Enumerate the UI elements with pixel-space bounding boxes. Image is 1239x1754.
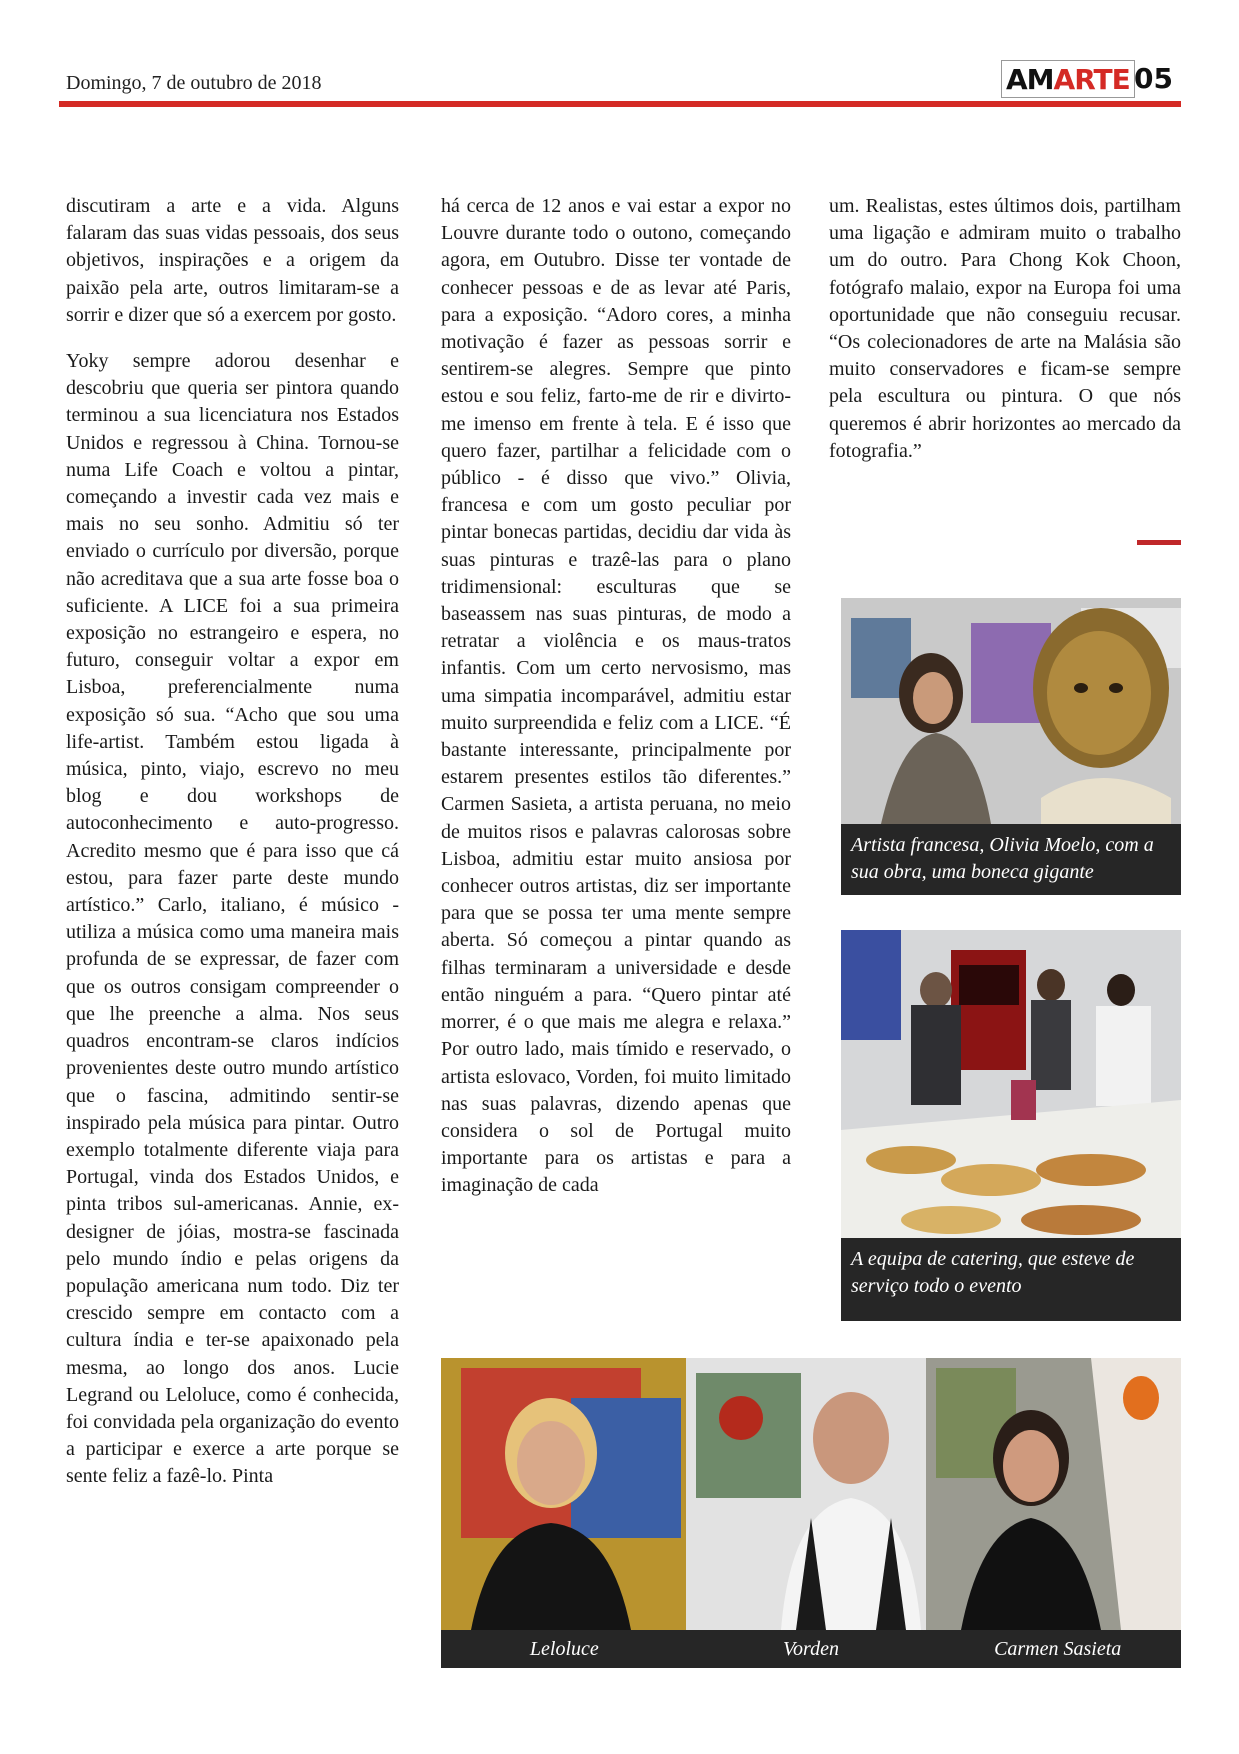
paragraph: há cerca de 12 anos e vai estar a expor no Louvre durante todo o outono, começando agora, em Outubro. Disse ter vontade de conhecer pessoas e de as levar até Paris, para a exposição. “Adoro cores, a minha motivação é fazer as pessoas sorrir e sentirem-se alegres. Sempre que pinto estou e sou feliz, farto-me de rir e divirto-me imenso em frente à tela. E é isso que quero fazer, partilhar a felicidade com o público - é disso que vivo.” Olivia, francesa e com um gosto peculiar por pintar bonecas partidas, decidiu dar vida às suas pinturas e trazê-las para o plano tridimensional: esculturas que se baseassem nas suas pinturas, de modo a retratar a violência e os maus-tratos infantis. Com um certo nervosismo, mas uma simpatia incomparável, admitiu estar muito surpreendida e feliz com a LICE. “É bastante interessante, principalmente por estarem presentes estilos tão diferentes.” Carmen Sasieta, a artista peruana, no meio de muitos risos e palavras calorosas sobre Lisboa, admitiu estar muito ansiosa por conhecer outros artistas, diz ser importante para que se possa ter uma mente sempre aberta. Só começou a pintar quando as filhas terminaram a universidade e desde então ninguém a para. “Quero pintar até morrer, é o que mais me alegra e relaxa.” Por outro lado, mais tímido e reservado, o artista eslovaco, Vorden, foi muito limitado nas suas palavras, dizendo apenas que considera o sol de Portugal muito importante para os artistas e para a imaginação de cada — [441, 195, 791, 1197]
article-column-2 — [441, 193, 791, 1219]
portrait-name: Leloluce — [529, 1637, 599, 1660]
olivia-photo-caption: Artista francesa, Olivia Moelo, com a sua obra, uma boneca gigante — [841, 824, 1181, 895]
article-column-1 — [66, 193, 399, 1510]
olivia-doll-photo — [841, 598, 1181, 824]
portraits-illustration — [441, 1358, 1181, 1630]
magazine-logo — [1001, 60, 1135, 98]
portrait-name: Carmen Sasieta — [994, 1637, 1122, 1660]
article-column-3 — [829, 193, 1181, 484]
artists-portraits-photo — [441, 1358, 1181, 1630]
header-rule — [59, 101, 1181, 107]
article-end-mark — [1137, 540, 1181, 545]
catering-illustration — [841, 930, 1181, 1238]
paragraph: discutiram a arte e a vida. Alguns falaram das suas vidas pessoais, dos seus objetivos, inspirações e a origem da paixão pela arte, outros limitaram-se a sorrir e dizer que só a exercem por gosto. — [66, 195, 399, 326]
catering-photo — [841, 930, 1181, 1238]
portraits-caption — [441, 1630, 1181, 1668]
catering-photo-caption: A equipa de catering, que esteve de serviço todo o evento — [841, 1238, 1181, 1321]
header-date: Domingo, 7 de outubro de 2018 — [66, 72, 322, 94]
logo-arte: ARTE — [1053, 62, 1130, 96]
portrait-name: Vorden — [783, 1637, 839, 1660]
logo-am: AM — [1006, 62, 1054, 96]
paragraph: Yoky sempre adorou desenhar e descobriu que queria ser pintora quando terminou a sua licenciatura nos Estados Unidos e regressou à China. Tornou-se numa Life Coach e voltou a pintar, começando a investir cada vez mais e mais no seu sonho. Admitiu só ter enviado o currículo por diversão, porque não acreditava que a sua arte fosse boa o suficiente. A LICE foi a sua primeira exposição no estrangeiro e espera, no futuro, conseguir voltar a expor em Lisboa, preferencialmente numa exposição só sua. “Acho que sou uma life-artist. Também estou ligada à música, pinto, viajo, escrevo no meu blog e dou workshops de autoconhecimento e auto-progresso. Acredito mesmo que é para isso que cá estou, para fazer parte deste mundo artístico.” Carlo, italiano, é músico - utiliza a música como uma maneira mais profunda de se expressar, de fazer com que os outros consigam compreender o que lhe preenche a alma. Nos seus quadros encontram-se claros indícios provenientes deste outro mundo artístico que o fascina, admitindo sentir-se inspirado pela música para pintar. Outro exemplo totalmente diferente viaja para Portugal, vinda dos Estados Unidos, e pinta tribos sul-americanas. Annie, ex-designer de jóias, mostra-se fascinada pelo mundo índio e pelas origens da população americana num todo. Diz ter crescido sempre em contacto com a cultura índia e ter-se apaixonado pela mesma, ao longo dos anos. Lucie Legrand ou Leloluce, como é conhecida, foi convidada pela organização do evento a participar e exerce a arte porque se sente feliz a fazê-lo. Pinta — [66, 350, 399, 1488]
olivia-doll-illustration — [841, 598, 1181, 824]
page-number: 05 — [1134, 62, 1173, 95]
paragraph: um. Realistas, estes últimos dois, partilham uma ligação e admiram muito o trabalho um do outro. Para Chong Kok Choon, fotógrafo malaio, expor na Europa foi uma oportunidade que não conseguiu recusar. “Os colecionadores de arte na Malásia são muito conservadores e ficam-se sempre pela escultura ou pintura. O que nós queremos é abrir horizontes ao mercado da fotografia.” — [829, 195, 1181, 462]
